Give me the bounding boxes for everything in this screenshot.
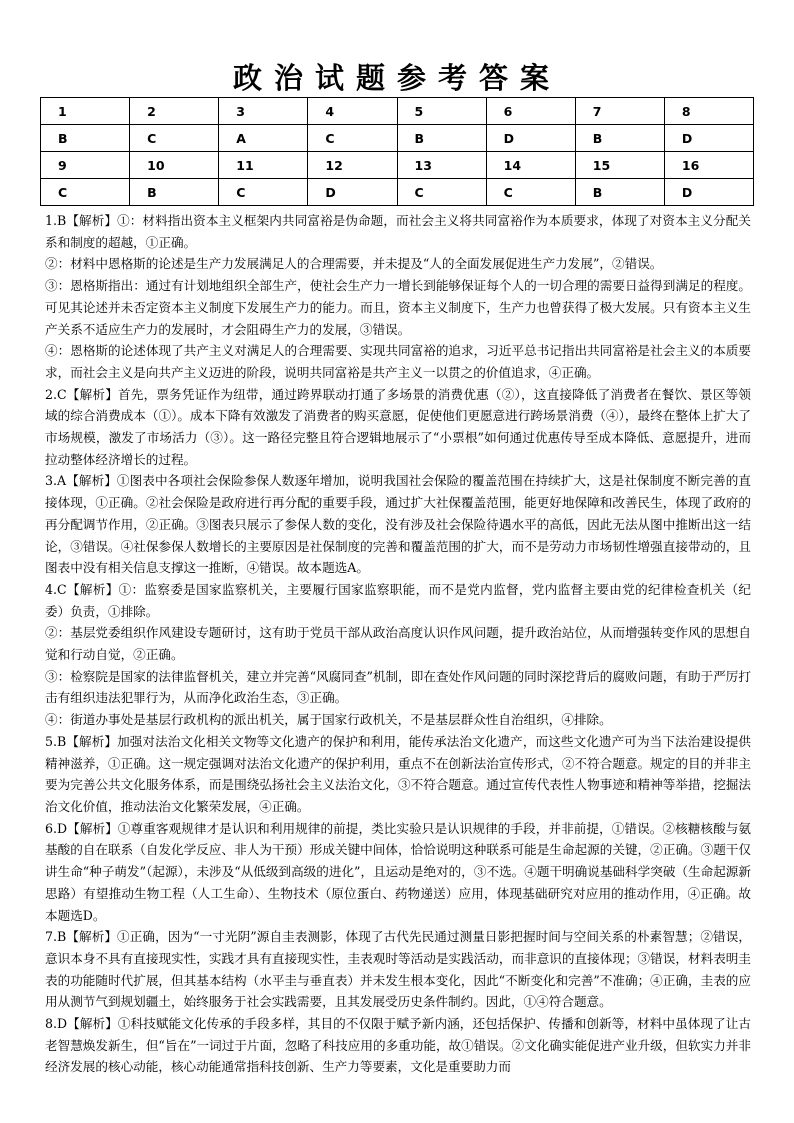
page-title: 政治试题参考答案: [232, 61, 561, 95]
question-number-cell: 11: [219, 152, 308, 179]
explanation-paragraph: ④：恩格斯的论述体现了共产主义对满足人的合理需要、实现共同富裕的追求，习近平总书记指出共同富裕是社会主义的本质要求，而社会主义是向共产主义迈进的阶段，说明共同富裕是共产主义一以贯之的价值追求，④正确。: [45, 343, 751, 380]
question-number-cell: 5: [397, 98, 486, 125]
question-number-cell: 16: [664, 152, 753, 179]
answer-table-row: [41, 152, 754, 179]
explanation-paragraph: ③：检察院是国家的法律监督机关，建立并完善“风腐同查”机制，即在查处作风问题的同时深挖背后的腐败问题，有助于严厉打击有组织违法犯罪行为，从而净化政治生态，③正确。: [45, 668, 751, 706]
question-number-cell: 13: [397, 152, 486, 179]
question-number-cell: 4: [308, 98, 397, 125]
explanation-paragraph: ④：街道办事处是基层行政机构的派出机关，属于国家行政机关，不是基层群众性自治组织，④排除。: [45, 712, 612, 728]
explanation-paragraph: ②：基层党委组织作风建设专题研讨，这有助于党员干部从政治高度认识作风问题，提升政治站位，从而增强转变作风的思想自觉和行动自觉，②正确。: [45, 625, 751, 663]
explanation-paragraph: 3.A【解析】①图表中各项社会保险参保人数逐年增加，说明我国社会保险的覆盖范围在持续扩大，这是社保制度不断完善的直接体现，①正确。②社会保险是政府进行再分配的重要手段，通过扩大社保覆盖范围，能更好地保障和改善民生，体现了政府的再分配调节作用，②正确。③图表只展示了参保人数的变化，没有涉及社会保险待遇水平的高低，因此无法从图中推断出这一结论，③错误。④社保参保人数增长的主要原因是社保制度的完善和覆盖范围的扩大，而不是劳动力市场韧性增强直接带动的，且图表中没有相关信息支撑这一推断，④错误。故本题选A。: [45, 473, 751, 576]
answer-table-row: [41, 179, 754, 206]
explanation-paragraph: 2.C【解析】首先，票务凭证作为纽带，通过跨界联动打通了多场景的消费优惠（②），这直接降低了消费者在餐饮、景区等领域的综合消费成本（①）。成本下降有效激发了消费者的购买意愿，促使他们更愿意进行跨场景消费（④），最终在整体上扩大了市场规模，激发了市场活力（③）。这一路径完整且符合逻辑地展示了“小票根”如何通过优惠传导至成本降低、意愿提升，进而拉动整体经济增长的过程。: [45, 386, 751, 467]
question-number-cell: 1: [41, 98, 130, 125]
answer-cell: D: [664, 179, 753, 206]
explanation-paragraph: 8.D【解析】①科技赋能文化传承的手段多样，其目的不仅限于赋予新内涵，还包括保护、传播和创新等，材料中虽体现了让古老智慧焕发新生，但“旨在”一词过于片面，忽略了科技应用的多重功能，故①错误。②文化确实能促进产业升级，但软实力并非经济发展的核心动能，核心动能通常指科技创新、生产力等要素，文化是重要助力而: [45, 1016, 751, 1075]
question-number-cell: 10: [130, 152, 219, 179]
answer-cell: D: [308, 179, 397, 206]
explanation-paragraph: 7.B【解析】①正确，因为“一寸光阴”源自圭表测影，体现了古代先民通过测量日影把握时间与空间关系的朴素智慧；②错误，意识本身不具有直接现实性，实践才具有直接现实性，圭表观时等活动是实践活动，而非意识的直接体现；③错误，材料表明圭表的功能随时代扩展，但其基本结构（水平圭与垂直表）并未发生根本变化，因此“不断变化和完善”不准确；④正确，圭表的应用从测节气到规划疆土，始终服务于社会实践需要，且其发展受历史条件制约。因此，①④符合题意。: [45, 929, 751, 1010]
answer-cell: C: [308, 125, 397, 152]
answer-explanations: [45, 210, 751, 1078]
answer-cell: D: [486, 125, 575, 152]
explanation-paragraph: 5.B【解析】加强对法治文化相关文物等文化遗产的保护和利用，能传承法治文化遗产，而这些文化遗产可为当下法治建设提供精神滋养，①正确。这一规定强调对法治文化遗产的保护利用，重点不在创新法治宣传形式，②不符合题意。规定的目的并非主要为完善公共文化服务体系，而是围绕弘扬社会主义法治文化，③不符合题意。通过宣传代表性人物事迹和精神等举措，挖掘法治文化价值，推动法治文化繁荣发展，④正确。: [45, 733, 751, 814]
answer-cell: C: [130, 125, 219, 152]
answer-cell: B: [130, 179, 219, 206]
answer-cell: C: [486, 179, 575, 206]
answer-cell: D: [664, 125, 753, 152]
explanation-paragraph: ②：材料中恩格斯的论述是生产力发展满足人的合理需要，并未提及“人的全面发展促进生产力发展”，②错误。: [45, 256, 663, 272]
answer-cell: B: [575, 125, 664, 152]
answer-table-row: [41, 125, 754, 152]
answer-cell: C: [41, 179, 130, 206]
answer-cell: C: [397, 179, 486, 206]
answer-cell: B: [397, 125, 486, 152]
explanation-paragraph: ③：恩格斯指出：通过有计划地组织全部生产，使社会生产力一增长到能够保证每个人的一切合理的需要日益得到满足的程度。可见其论述并未否定资本主义制度下发展生产力的能力。而且，资本主义制度下，生产力也曾获得了极大发展。只有资本主义生产关系不适应生产力的发展时，才会阻碍生产力的发展，③错误。: [45, 278, 751, 337]
answer-cell: C: [219, 179, 308, 206]
question-number-cell: 6: [486, 98, 575, 125]
answer-table: [40, 97, 754, 206]
answer-cell: A: [219, 125, 308, 152]
answer-cell: B: [41, 125, 130, 152]
question-number-cell: 14: [486, 152, 575, 179]
question-number-cell: 2: [130, 98, 219, 125]
question-number-cell: 8: [664, 98, 753, 125]
question-number-cell: 12: [308, 152, 397, 179]
explanation-paragraph: 4.C【解析】①：监察委是国家监察机关，主要履行国家监察职能，而不是党内监督，党内监督主要由党的纪律检查机关（纪委）负责，①排除。: [45, 581, 751, 619]
question-number-cell: 7: [575, 98, 664, 125]
answer-cell: B: [575, 179, 664, 206]
explanation-paragraph: 6.D【解析】①尊重客观规律才是认识和利用规律的前提，类比实验只是认识规律的手段，并非前提，①错误。②核糖核酸与氨基酸的自在联系（自发化学反应、非人为干预）形成关键中间体，恰恰说明这种联系可能是生命起源的关键，②正确。③题干仅讲生命“种子萌发”（起源），未涉及“从低级到高级的进化”，且运动是绝对的，③不选。④题干明确说基础科学突破（生命起源新思路）有望推动生物工程（人工生命）、生物技术（原位蛋白、药物递送）应用，体现基础研究对应用的推动作用，④正确。故本题选D。: [45, 820, 751, 923]
explanation-paragraph: 1.B【解析】①：材料指出资本主义框架内共同富裕是伪命题，而社会主义将共同富裕作为本质要求，体现了对资本主义分配关系和制度的超越，①正确。: [45, 213, 751, 250]
question-number-cell: 15: [575, 152, 664, 179]
question-number-cell: 9: [41, 152, 130, 179]
question-number-cell: 3: [219, 98, 308, 125]
answer-table-row: [41, 98, 754, 125]
